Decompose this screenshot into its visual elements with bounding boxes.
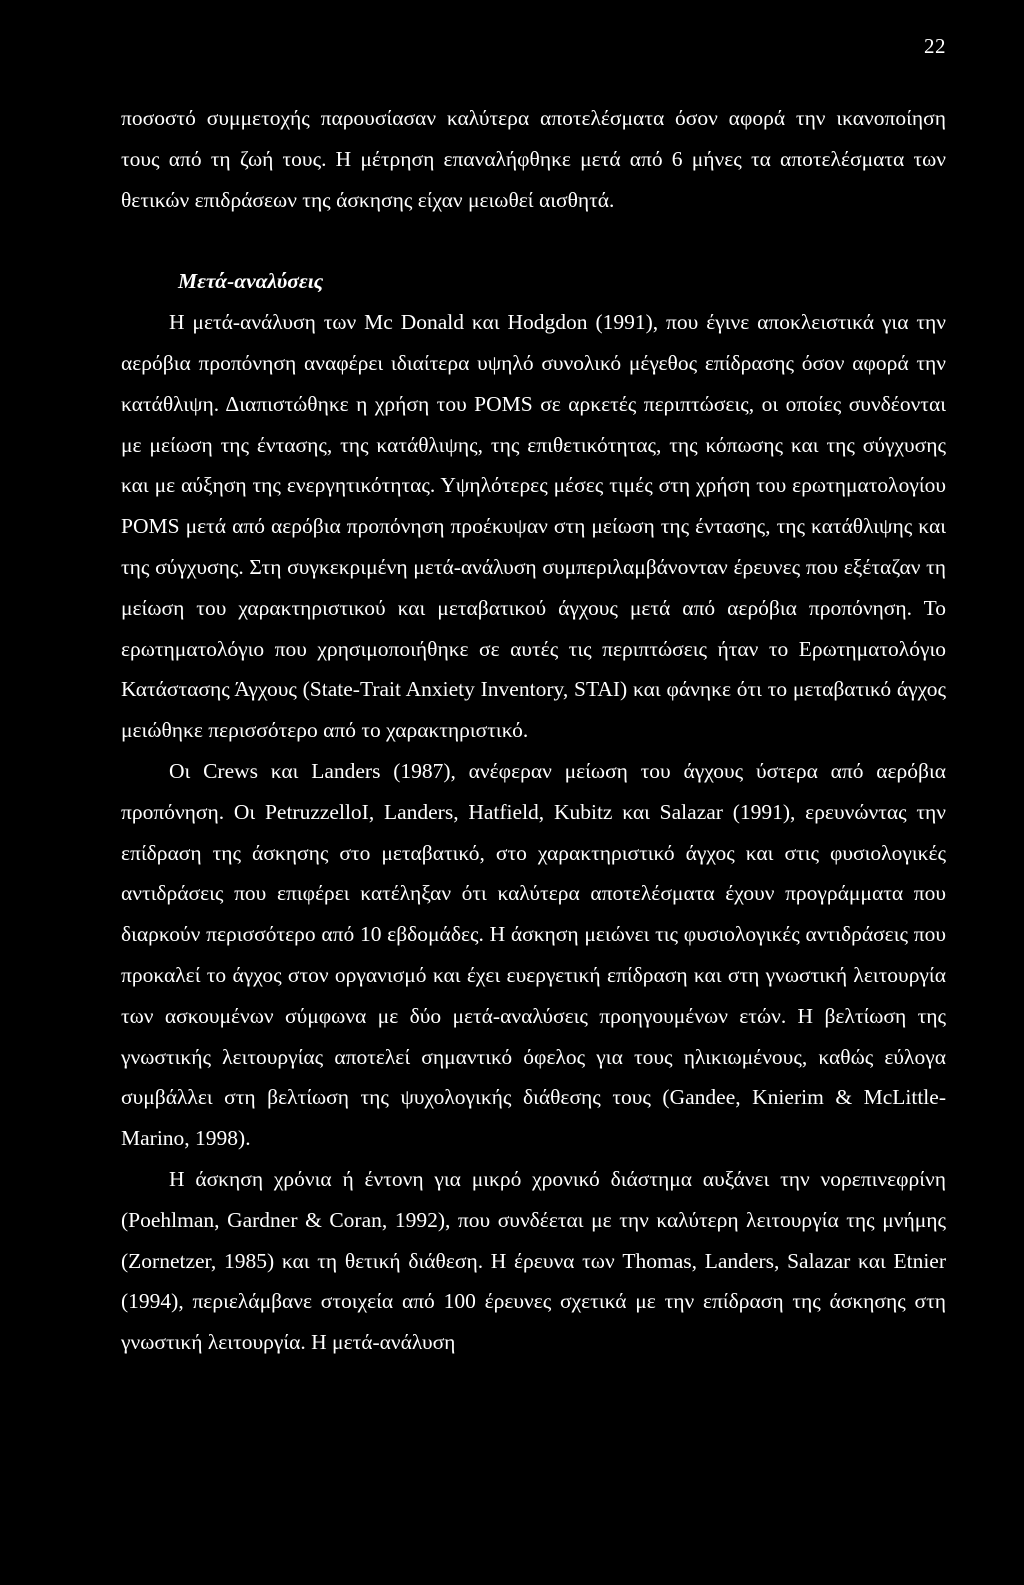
page-number: 22 bbox=[924, 34, 946, 58]
paragraph-chronic-exercise: Η άσκηση χρόνια ή έντονη για μικρό χρονικό διάστημα αυξάνει την νορεπινεφρίνη (Poehlman, Gardner & Coran, 1992), που συνδέεται με την καλύτερη λειτουργία της μνήμης (Zornetzer, 1985) και τη θετική διάθεση. Η έρευνα των Thomas, Landers, Salazar και Etnier (1994), περιελάμβανε στοιχεία από 100 έρευνες σχετικά με την επίδραση της άσκησης στη γνωστική λειτουργία. Η μετά-ανάλυση bbox=[121, 1166, 946, 1355]
document-body bbox=[121, 98, 946, 1363]
section-heading: Μετά-αναλύσεις bbox=[178, 269, 324, 294]
paragraph-intro: ποσοστό συμμετοχής παρουσίασαν καλύτερα αποτελέσματα όσον αφορά την ικανοποίηση τους από τη ζωή τους. Η μέτρηση επαναλήφθηκε μετά από 6 μήνες τα αποτελέσματα των θετικών επιδράσεων της άσκησης είχαν μειωθεί αισθητά. bbox=[121, 106, 946, 212]
paragraph-crews-landers: Οι Crews και Landers (1987), ανέφεραν μείωση του άγχους ύστερα από αερόβια προπόνηση. Οι PetruzzelloI, Landers, Hatfield, Kubitz και Salazar (1991), ερευνώντας την επίδραση της άσκησης στο μεταβατικό, στο χαρακτηριστικό άγχος και στις φυσιολογικές αντιδράσεις που επιφέρει κατέληξαν ότι καλύτερα αποτελέσματα έχουν προγράμματα που διαρκούν περισσότερο από 10 εβδομάδες. Η άσκηση μειώνει τις φυσιολογικές αντιδράσεις που προκαλεί το άγχος στον οργανισμό και έχει ευεργετική επίδραση και στη γνωστική λειτουργία των ασκουμένων σύμφωνα με δύο μετά-αναλύσεις προηγουμένων ετών. Η βελτίωση της γνωστικής λειτουργίας αποτελεί σημαντικό όφελος για τους ηλικιωμένους, καθώς εύλογα συμβάλλει στη βελτίωση της ψυχολογικής διάθεσης τους (Gandee, Knierim & McLittle-Marino, 1998). bbox=[121, 758, 946, 1151]
paragraph-meta-analysis: Η μετά-ανάλυση των Mc Donald και Hodgdon (1991), που έγινε αποκλειστικά για την αερόβια προπόνηση αναφέρει ιδιαίτερα υψηλό συνολικό μέγεθος επίδρασης όσον αφορά την κατάθλιψη. Διαπιστώθηκε η χρήση του POMS σε αρκετές περιπτώσεις, οι οποίες συνδέονται με μείωση της έντασης, της κατάθλιψης, της επιθετικότητας, της κόπωσης και της σύγχυσης και με αύξηση της ενεργητικότητας. Υψηλότερες μέσες τιμές στη χρήση του ερωτηματολογίου POMS μετά από αερόβια προπόνηση προέκυψαν στη μείωση της έντασης, της κατάθλιψης και της σύγχυσης. Στη συγκεκριμένη μετά-ανάλυση συμπεριλαμβάνονταν έρευνες που εξέταζαν τη μείωση του χαρακτηριστικού και μεταβατικού άγχους μετά από αερόβια προπόνηση. Το ερωτηματολόγιο που χρησιμοποιήθηκε σε αυτές τις περιπτώσεις ήταν το Ερωτηματολόγιο Κατάστασης Άγχους (State-Trait Anxiety Inventory, STAI) και φάνηκε ότι το μεταβατικό άγχος μειώθηκε περισσότερο από το χαρακτηριστικό. bbox=[121, 310, 946, 743]
